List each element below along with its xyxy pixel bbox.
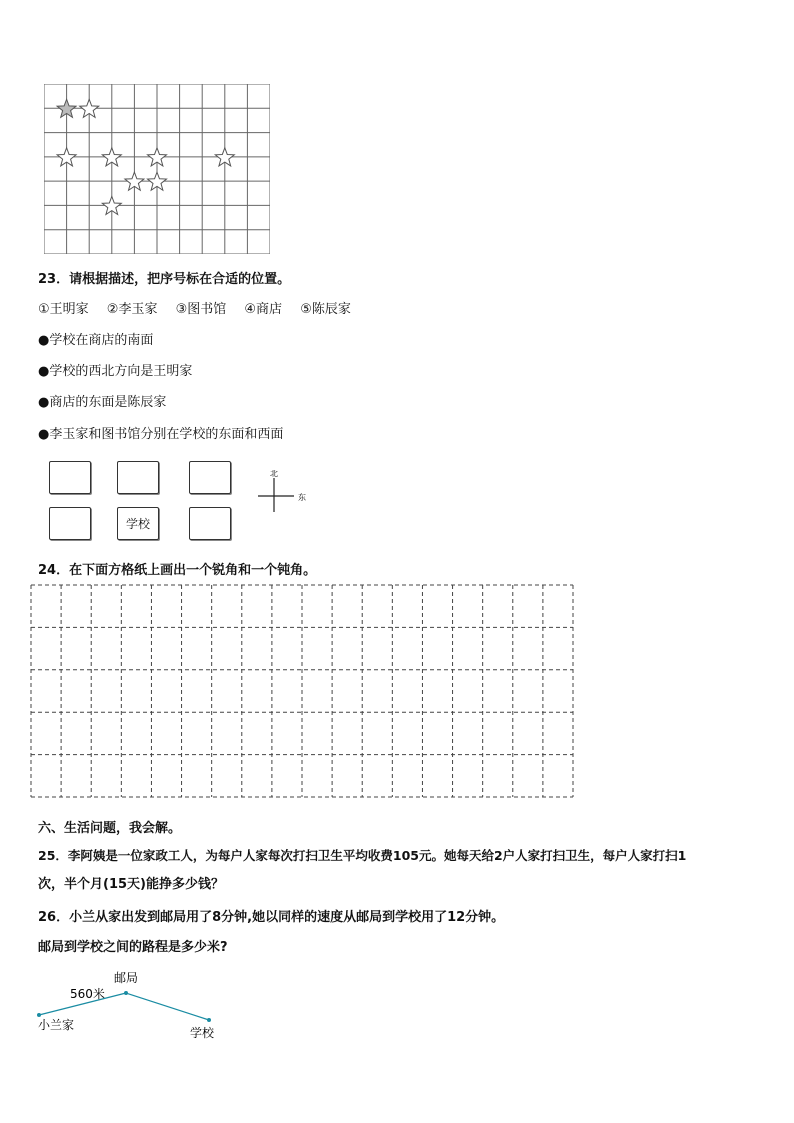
answer-box-bottom-right[interactable] [189,507,231,540]
q26-line-1: 26．小兰从家出发到邮局用了8分钟,她以同样的速度从邮局到学校用了12分钟。 [38,910,505,925]
distance-label: 560米 [70,987,105,1001]
post-office-label: 邮局 [114,971,139,985]
answer-box-top-middle[interactable] [117,461,159,494]
q23-clue-3: ●商店的东面是陈辰家 [38,395,167,410]
compass-east-label: 东 [298,493,306,502]
star-grid-figure [44,84,270,254]
option-4: ④商店 [244,302,283,317]
school-label: 学校 [125,517,150,531]
section6-title: 六、生活问题，我会解。 [38,821,182,836]
school-box [117,507,159,540]
dashed-grid-paper[interactable] [30,584,574,798]
school-label: 学校 [190,1026,215,1040]
option-1: ①王明家 [38,302,89,317]
compass-icon [256,470,316,520]
option-2: ②李玉家 [106,302,158,317]
q25-line-1: 25．李阿姨是一位家政工人，为每户人家每次打扫卫生平均收费105元。她每天给2户人家打扫卫生，每户人家打扫1 [38,848,687,863]
home-point [37,1013,41,1017]
post-to-school-line [126,993,209,1020]
answer-box-top-right[interactable] [189,461,231,494]
option-3: ③图书馆 [175,302,227,317]
q23-clue-1: ●学校在商店的南面 [38,333,154,348]
school-point [207,1018,211,1022]
q23-options [38,302,351,318]
q24-title: 24．在下面方格纸上画出一个锐角和一个钝角。 [38,563,317,578]
route-diagram [34,965,234,1045]
q23-title: 23．请根据描述，把序号标在合适的位置。 [38,272,291,287]
compass-north-label: 北 [270,470,278,478]
q23-clue-2: ●学校的西北方向是王明家 [38,364,193,379]
q26-line-2: 邮局到学校之间的路程是多少米? [38,940,228,955]
q25-line-2: 次，半个月(15天)能挣多少钱？ [38,877,224,892]
answer-box-bottom-left[interactable] [49,507,91,540]
option-5: ⑤陈辰家 [300,302,351,317]
q23-clue-4: ●李玉家和图书馆分别在学校的东面和西面 [38,427,284,442]
answer-box-top-left[interactable] [49,461,91,494]
home-label: 小兰家 [38,1018,75,1032]
post-office-point [124,991,128,995]
